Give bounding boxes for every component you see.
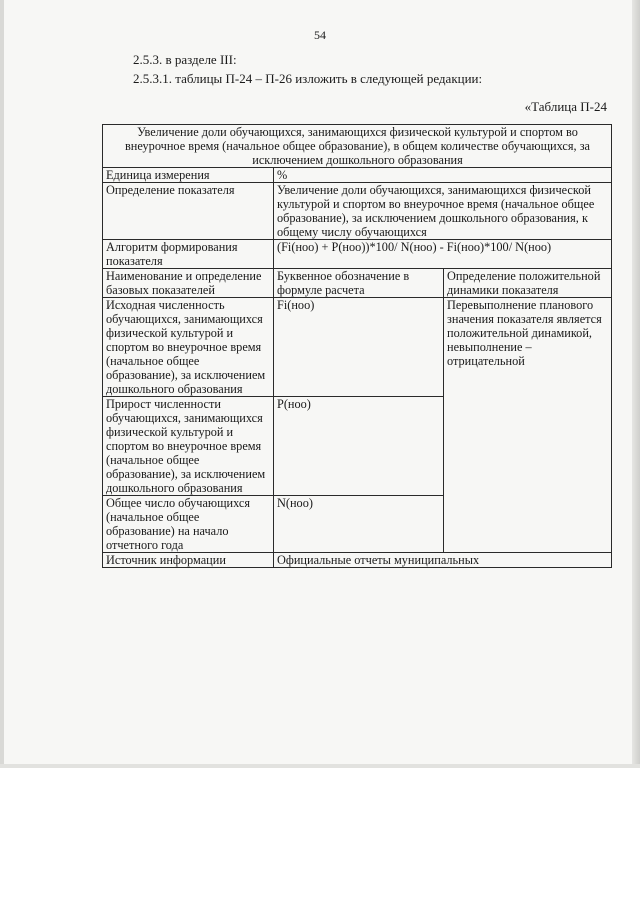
unit-value: % (274, 168, 612, 183)
table-title-row (103, 125, 612, 168)
base-indicator-symbol: Fi(ноо) (274, 298, 444, 397)
base-indicators-header-row (103, 269, 612, 298)
definition-row (103, 183, 612, 240)
page-number: 54 (314, 28, 326, 42)
dynamics-definition: Перевыполнение планового значения показателя является положительной динамикой, невыполнение – отрицательной (444, 298, 612, 553)
base-indicator-symbol: N(ноо) (274, 496, 444, 553)
indicator-table (102, 124, 612, 568)
algorithm-row (103, 240, 612, 269)
base-indicator-name: Общее число обучающихся (начальное общее образование) на начало отчетного года (103, 496, 274, 553)
table-title: Увеличение доли обучающихся, занимающихся физической культурой и спортом во внеурочное время (начальное общее образование), в общем количестве обучающихся, за исключением дошкольного образования (103, 125, 612, 168)
source-row (103, 553, 612, 568)
algorithm-value: (Fi(ноо) + P(ноо))*100/ N(ноо) - Fi(ноо)*100/ N(ноо) (274, 240, 612, 269)
base-indicator-symbol: P(ноо) (274, 397, 444, 496)
header-dynamics: Определение положительной динамики показателя (444, 269, 612, 298)
header-name: Наименование и определение базовых показателей (103, 269, 274, 298)
base-indicator-name: Исходная численность обучающихся, занимающихся физической культурой и спортом во внеурочное время (начальное общее образование), за исключением дошкольного образования (103, 298, 274, 397)
header-symbol: Буквенное обозначение в формуле расчета (274, 269, 444, 298)
scan-edge-bottom (0, 764, 640, 768)
source-value: Официальные отчеты муниципальных (274, 553, 612, 568)
scan-edge-right (632, 0, 640, 768)
table-caption: «Таблица П-24 (524, 99, 607, 114)
section-heading: 2.5.3. в разделе III: (133, 52, 237, 67)
section-instruction: 2.5.3.1. таблицы П-24 – П-26 изложить в следующей редакции: (133, 71, 483, 86)
definition-value: Увеличение доли обучающихся, занимающихся физической культурой и спортом во внеурочное время (начальное общее образование), за исключением дошкольного образования, к общему числу обучающихся (274, 183, 612, 240)
source-label: Источник информации (103, 553, 274, 568)
table-row (103, 298, 612, 397)
unit-label: Единица измерения (103, 168, 274, 183)
algorithm-label: Алгоритм формирования показателя (103, 240, 274, 269)
base-indicator-name: Прирост численности обучающихся, занимающихся физической культурой и спортом во внеурочное время (начальное общее образование), за исключением дошкольного образования (103, 397, 274, 496)
unit-row (103, 168, 612, 183)
scan-edge-left (0, 0, 4, 768)
definition-label: Определение показателя (103, 183, 274, 240)
